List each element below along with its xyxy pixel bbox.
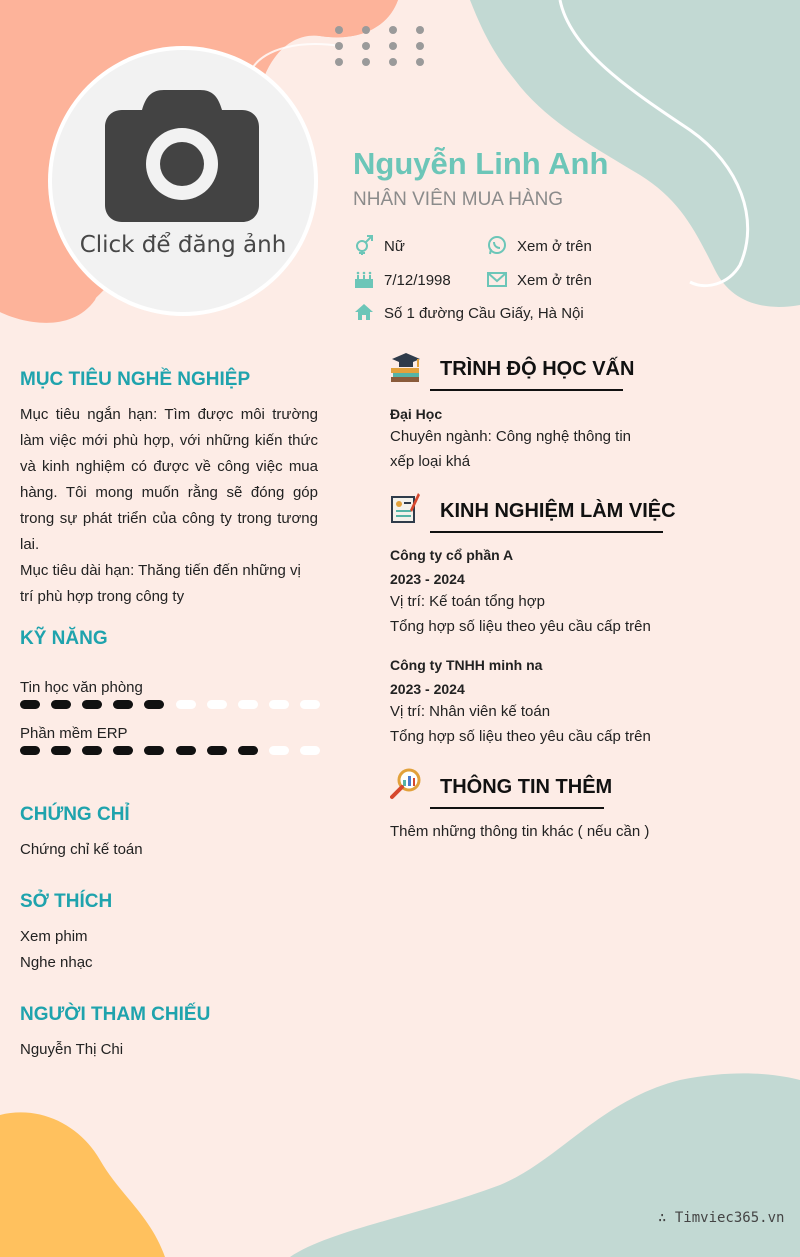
experience-item-2 bbox=[390, 657, 651, 749]
certificate-item: Chứng chỉ kế toán bbox=[20, 841, 143, 858]
profile-photo-upload[interactable] bbox=[52, 50, 314, 312]
experience-description: Tổng hợp số liệu theo yêu cầu cấp trên bbox=[390, 618, 651, 635]
education-level: Đại Học bbox=[390, 406, 443, 422]
candidate-name: Nguyễn Linh Anh bbox=[353, 146, 609, 181]
gender-icon bbox=[353, 234, 375, 256]
objective-long: Mục tiêu dài hạn: Thăng tiến đến những vị trí phù hợp trong công ty bbox=[20, 562, 301, 605]
experience-item-1 bbox=[390, 547, 651, 639]
experience-period: 2023 - 2024 bbox=[390, 571, 465, 587]
experience-heading-text: KINH NGHIỆM LÀM VIỆC bbox=[440, 500, 676, 522]
gender-value: Nữ bbox=[384, 238, 405, 255]
cake-icon bbox=[353, 268, 375, 290]
experience-period: 2023 - 2024 bbox=[390, 681, 465, 697]
skill-dot-filled bbox=[144, 700, 164, 709]
experience-position: Vị trí: Kế toán tổng hợp bbox=[390, 593, 545, 610]
experience-description: Tổng hợp số liệu theo yêu cầu cấp trên bbox=[390, 728, 651, 745]
skill-dot-empty bbox=[207, 700, 227, 709]
experience-company: Công ty cổ phần A bbox=[390, 547, 514, 563]
extra-heading-text: THÔNG TIN THÊM bbox=[440, 776, 613, 798]
skill-dot-empty bbox=[300, 700, 320, 709]
objective-heading: MỤC TIÊU NGHỀ NGHIỆP bbox=[20, 369, 251, 390]
extra-text: Thêm những thông tin khác ( nếu cần ) bbox=[390, 823, 650, 840]
education-grade: xếp loại khá bbox=[390, 453, 471, 470]
experience-company: Công ty TNHH minh na bbox=[390, 657, 543, 673]
hobby-list bbox=[20, 924, 318, 976]
hobbies-heading: SỞ THÍCH bbox=[20, 891, 113, 912]
education-major: Chuyên ngành: Công nghệ thông tin bbox=[390, 428, 632, 445]
heading-underline bbox=[430, 531, 663, 533]
extra-heading bbox=[440, 776, 612, 799]
experience-heading bbox=[440, 500, 676, 523]
skill-dot-filled bbox=[176, 746, 196, 755]
birthday-value: 7/12/1998 bbox=[384, 272, 451, 289]
references-heading: NGƯỜI THAM CHIẾU bbox=[20, 1004, 211, 1025]
magnifier-chart-icon bbox=[390, 768, 422, 800]
skill-dot-filled bbox=[113, 746, 133, 755]
certificates-heading: CHỨNG CHỈ bbox=[20, 804, 130, 825]
skills-heading: KỸ NĂNG bbox=[20, 628, 108, 649]
skill-dot-empty bbox=[269, 746, 289, 755]
skill-dot-filled bbox=[20, 700, 40, 709]
skill-dot-empty bbox=[269, 700, 289, 709]
skill-dot-filled bbox=[82, 700, 102, 709]
skill-dot-filled bbox=[144, 746, 164, 755]
hobby-item: Nghe nhạc bbox=[20, 954, 93, 971]
skill-dot-filled bbox=[238, 746, 258, 755]
experience-position: Vị trí: Nhân viên kế toán bbox=[390, 703, 551, 720]
job-title: NHÂN VIÊN MUA HÀNG bbox=[353, 189, 564, 210]
skill-dot-filled bbox=[207, 746, 227, 755]
phone-value: Xem ở trên bbox=[517, 238, 592, 255]
whatsapp-icon bbox=[486, 234, 508, 256]
skill-dot-empty bbox=[176, 700, 196, 709]
graduation-books-icon bbox=[390, 351, 422, 383]
home-icon bbox=[353, 301, 375, 323]
skill-rating-1 bbox=[20, 700, 320, 712]
envelope-icon bbox=[486, 268, 508, 290]
reference-item: Nguyễn Thị Chi bbox=[20, 1041, 124, 1058]
heading-underline bbox=[430, 389, 623, 391]
hobby-item: Xem phim bbox=[20, 928, 88, 945]
skill-dot-empty bbox=[238, 700, 258, 709]
education-heading bbox=[440, 358, 634, 381]
heading-underline bbox=[430, 807, 604, 809]
skill-dot-filled bbox=[51, 700, 71, 709]
camera-icon bbox=[102, 88, 262, 228]
skill-rating-2 bbox=[20, 746, 320, 758]
skill-name-1: Tin học văn phòng bbox=[20, 679, 143, 696]
resume-pencil-icon bbox=[390, 492, 422, 524]
skill-dot-filled bbox=[51, 746, 71, 755]
skill-dot-filled bbox=[82, 746, 102, 755]
address-value: Số 1 đường Cầu Giấy, Hà Nội bbox=[384, 305, 584, 322]
education-heading-text: TRÌNH ĐỘ HỌC VẤN bbox=[440, 358, 635, 380]
skill-dot-empty bbox=[300, 746, 320, 755]
education-block bbox=[390, 406, 631, 474]
skill-name-2: Phần mềm ERP bbox=[20, 725, 128, 742]
footer-brand: ∴ Timviec365.vn bbox=[658, 1210, 785, 1226]
objective-short: Mục tiêu ngắn hạn: Tìm được môi trường làm việc mới phù hợp, với những kiến thức và kinh nghiệm có được về công việc mua hàng. Tôi mong muốn rằng sẽ đóng góp trong sự phát triển của công ty trong tương lai. bbox=[20, 406, 318, 553]
photo-caption: Click để đăng ảnh bbox=[79, 232, 287, 258]
objective-text bbox=[20, 402, 318, 610]
email-value: Xem ở trên bbox=[517, 272, 592, 289]
skill-dot-filled bbox=[113, 700, 133, 709]
skill-dot-filled bbox=[20, 746, 40, 755]
